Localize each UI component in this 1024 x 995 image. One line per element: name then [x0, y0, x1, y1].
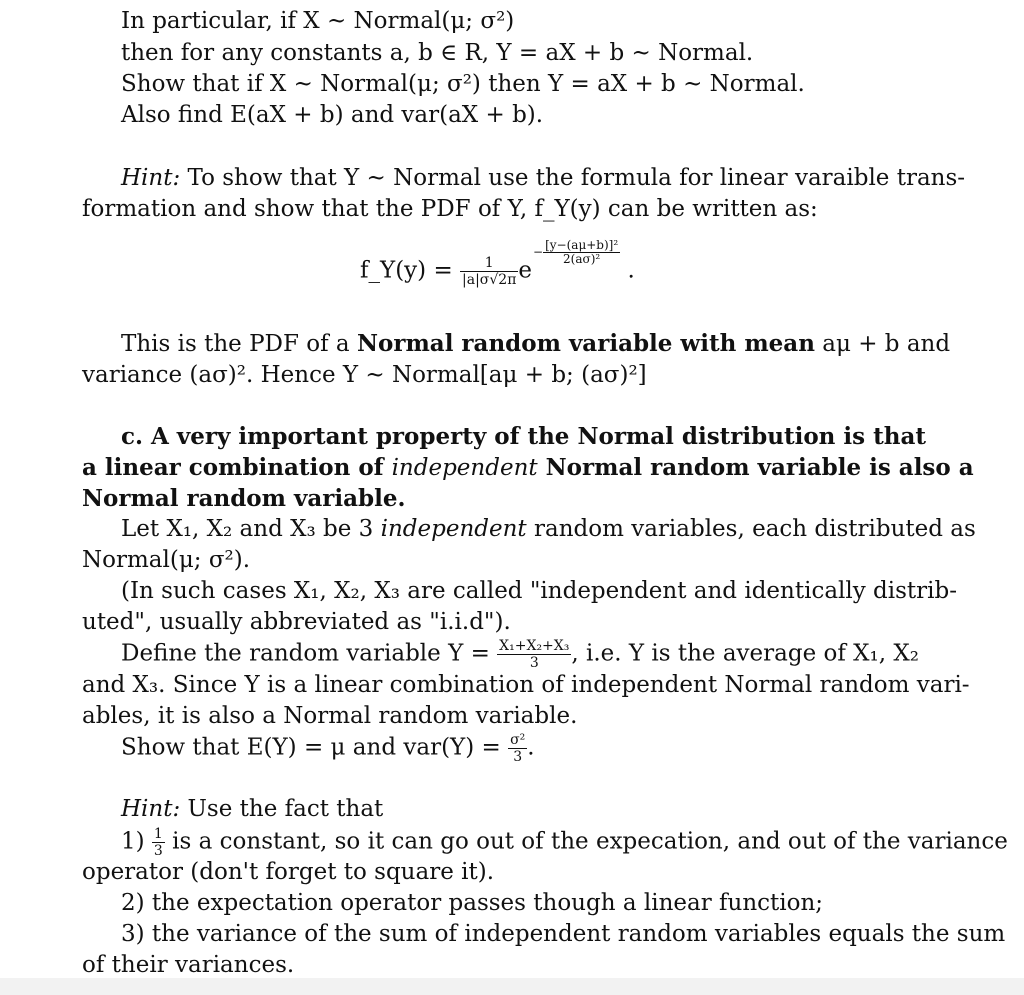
text-line	[121, 732, 972, 765]
hint-line	[121, 163, 972, 194]
hint-text: To show that Y ~ Normal use the formula for linear varaible trans-	[187, 165, 966, 191]
section-heading: c. A very important property of the Normal distribution is that	[121, 423, 926, 450]
heading-text: a linear combination of	[82, 454, 384, 481]
coefficient-numerator: 1	[460, 255, 518, 272]
hint-text: is a constant, so it can go out of the expecation, and out of the variance	[172, 828, 1008, 855]
hint-number: 1)	[121, 828, 145, 855]
exponent-fraction	[543, 239, 620, 266]
hint-label: Hint:	[121, 165, 181, 191]
text-line	[121, 514, 976, 545]
text-line: then for any constants a, b ∈ R, Y = aX + b ~ Normal.	[121, 40, 754, 66]
section-heading	[82, 452, 972, 484]
average-fraction	[497, 638, 571, 671]
conclusion-bold: Normal random variable with mean	[356, 330, 815, 357]
hint-item	[121, 826, 1008, 859]
formula-period: .	[627, 257, 635, 284]
exponent-denominator: 2(aσ)²	[563, 251, 601, 266]
text-line: formation and show that the PDF of Y, f_Y(y) can be written as:	[82, 196, 818, 222]
conclusion-text: This is the PDF of a	[121, 331, 350, 357]
average-denominator: 3	[529, 655, 539, 671]
hint-label: Hint:	[121, 796, 181, 822]
text-line: variance (aσ)². Hence Y ~ Normal[aμ + b; (aσ)²]	[82, 362, 647, 388]
pdf-formula	[360, 237, 635, 288]
one-third-numerator: 1	[153, 826, 163, 842]
exponent-numerator: [y−(aμ+b)]²	[545, 237, 619, 252]
average-numerator: X₁+X₂+X₃	[499, 638, 570, 654]
define-text: Define the random variable Y =	[121, 640, 490, 667]
section-heading: Normal random variable.	[82, 485, 406, 512]
let-text: Let X₁, X₂ and X₃ be 3	[121, 516, 374, 542]
text-line: In particular, if X ~ Normal(μ; σ²)	[121, 8, 515, 34]
heading-italic: independent	[391, 455, 538, 481]
coefficient-denominator: |a|σ√2π	[462, 272, 517, 288]
one-third-denominator: 3	[153, 843, 163, 859]
text-line: Normal(μ; σ²).	[82, 547, 251, 573]
text-line: ables, it is also a Normal random variable.	[82, 703, 578, 729]
hint-text: Use the fact that	[187, 796, 384, 822]
show-text: Show that E(Y) = μ and var(Y) =	[121, 734, 501, 761]
variance-fraction	[508, 732, 527, 765]
text-line: operator (don't forget to square it).	[82, 859, 495, 885]
bottom-edge	[0, 978, 1024, 995]
hint-item: 3) the variance of the sum of independent random variables equals the sum	[121, 921, 1006, 947]
conclusion-text: aμ + b and	[822, 331, 951, 357]
formula-lhs: f_Y(y) =	[360, 257, 453, 284]
exponent: − $\frac{\text{[y−(aμ+b)]²}}{\text{2(aσ)²}}$	[533, 237, 619, 266]
text-line: of their variances.	[82, 952, 295, 978]
variance-numerator: σ²	[510, 732, 526, 748]
coefficient-fraction	[460, 255, 518, 288]
text-line: (In such cases X₁, X₂, X₃ are called "independent and identically distrib-	[121, 578, 958, 604]
text-line: Also find E(aX + b) and var(aX + b).	[121, 102, 544, 128]
variance-denominator: 3	[513, 749, 523, 765]
text-line: Show that if X ~ Normal(μ; σ²) then Y = aX + b ~ Normal.	[121, 71, 805, 97]
let-text: random variables, each distributed as	[533, 516, 976, 542]
hint-item: 2) the expectation operator passes though a linear function;	[121, 890, 824, 916]
one-third-fraction	[152, 826, 165, 859]
text-line	[121, 328, 972, 360]
hint-line	[121, 794, 972, 825]
text-line: uted", usually abbreviated as "i.i.d").	[82, 609, 511, 635]
define-text: , i.e. Y is the average of X₁, X₂	[571, 640, 919, 667]
text-line	[121, 638, 972, 671]
heading-text: Normal random variable is also a	[545, 454, 974, 481]
show-text: .	[527, 734, 535, 761]
let-italic: independent	[380, 516, 527, 542]
text-line: and X₃. Since Y is a linear combination of independent Normal random vari-	[82, 672, 970, 698]
exponential-base: e	[518, 257, 533, 284]
